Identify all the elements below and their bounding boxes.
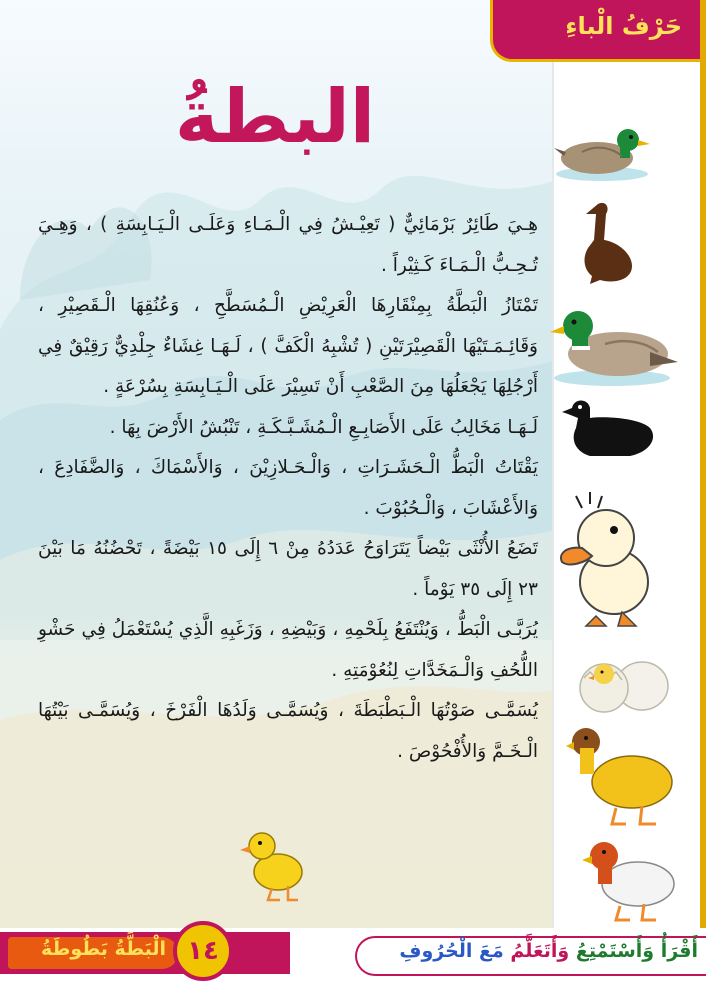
paragraph: لَـهَـا مَخَالِبُ عَلَى الأَصَابِـعِ الْـمُشَـبَّـكَـةِ ، تَنْبُشُ الأَرْضَ بِهَا . <box>109 416 538 438</box>
chapter-tab-label: حَرْفُ الْباءِ <box>565 12 682 40</box>
duckling-illustration <box>238 826 306 904</box>
cartoon-duckling-illustration <box>556 490 666 630</box>
paragraph: هِـيَ طَائِرٌ بَرْمَائِيٌّ ( تَعِيْـشُ فِي الْـمَـاءِ وَعَلَـى الْـيَـابِسَةِ ) ، وَهِـيَ تُـحِـبُّ الْـمَـاءَ كَـثِيْراً . <box>38 214 538 276</box>
paragraph: يُسَمَّـى صَوْتُهَا الْـبَطْبَطَةَ ، وَيُسَمَّـى وَلَدُهَا الْفَرْخَ ، وَيُسَمَّـى بَيْتُهَا الْـخَـمَّ وَالأُفْحُوْصَ . <box>38 700 538 762</box>
paragraph: يَقْتَاتُ الْبَطُّ الْـحَشَـرَاتِ ، وَالْـحَـلازِيْنَ ، وَالأَسْمَاكَ ، وَالضَّفَادِعَ ، وَالأَعْشَابَ ، وَالْـحُبُوْبَ . <box>38 457 538 519</box>
duck-silhouette-illustration <box>578 200 638 286</box>
swimming-mallard-illustration <box>552 118 652 188</box>
yellow-duck-illustration <box>566 720 678 830</box>
footer-left-label: الْبَطَّةُ بَطُوطَةُ <box>40 938 166 960</box>
hatching-eggs-illustration <box>572 644 672 716</box>
series-title <box>368 940 698 962</box>
large-mallard-illustration <box>550 300 680 390</box>
side-stripe <box>700 0 706 930</box>
paragraph: يُرَبَّـى الْبَطُّ ، وَيُنْتَفَعُ بِلَحْمِهِ ، وَبَيْضِهِ ، وَزَغَبِهِ الَّذِي يُسْتَعْمَلُ فِي حَشْوِ اللُّحُفِ وَالْـمَخَدَّاتِ لِنُعُوْمَتِهِ . <box>38 619 538 681</box>
series-title-part: مَعَ الْحُرُوفِ <box>399 940 504 962</box>
page-title: البطةُ <box>174 74 376 160</box>
series-title-part: وَأَتَعَلَّمُ <box>503 940 570 962</box>
duck-silhouette-black-illustration <box>560 394 660 466</box>
page-number: ١٤ <box>173 921 233 981</box>
paragraph: تَمْتَازُ الْبَطَّةُ بِمِنْقَارِهَا الْعَرِيْضِ الْـمُسَطَّحِ ، وَعُنُقِهَا الْـقَصِيْرِ ، وَقَائِـمَـتَيْهَا الْقَصِيْرَتَيْنِ ( تُشْبِهُ الْكَفَّ ) ، لَـهَـا غِشَاءٌ جِلْدِيٌّ رَقِيْقٌ فِي أَرْجُلِهَا يَجْعَلُهَا مِنَ الصَّعْبِ أَنْ تَسِيْرَ عَلَى الْـيَـابِسَةِ بِسُرْعَةٍ . <box>38 295 538 397</box>
paragraph: تَضَعُ الأُنْثَى بَيْضاً يَتَرَاوَحُ عَدَدُهُ مِنْ ٦ إِلَى ١٥ بَيْضَةً ، تَحْضُنُهُ مَا بَيْنَ ٢٣ إِلَى ٣٥ يَوْماً . <box>38 538 538 600</box>
article-body <box>38 205 538 772</box>
series-title-part: أَقْرَأُ وَأَسْتَمْتِعُ <box>569 940 698 962</box>
white-duck-illustration <box>580 836 680 924</box>
